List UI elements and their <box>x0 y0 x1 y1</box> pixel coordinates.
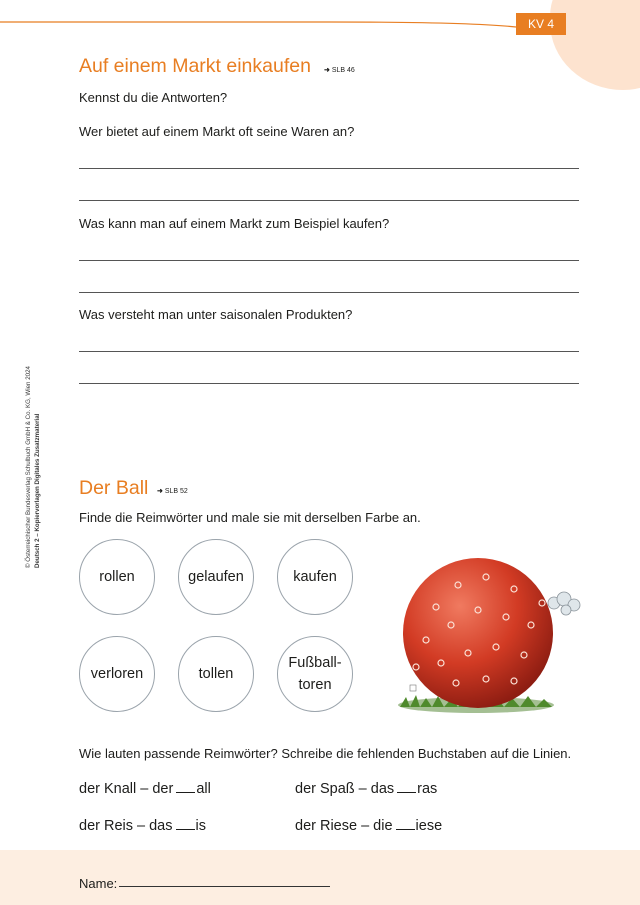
rhyme-instruction: Wie lauten passende Reimwörter? Schreibe die fehlenden Buchstaben auf die Linien. <box>79 746 572 761</box>
name-label: Name: <box>79 876 118 891</box>
rhyme-prefix: der Riese – die <box>295 818 393 834</box>
word-label: Fußball- toren <box>288 655 342 693</box>
rhyme-prefix: der Reis – das <box>79 818 173 834</box>
intro-text: Kennst du die Antworten? <box>79 90 228 105</box>
credit-line-2: Deutsch 2 – Kopiervorlagen Digitales Zusatzmaterial <box>34 413 41 568</box>
word-bubble-rollen[interactable] <box>79 539 155 615</box>
question-2: Was kann man auf einem Markt zum Beispiel kaufen? <box>79 216 390 231</box>
rhyme-item-reis <box>79 818 206 834</box>
word-bubble-tollen[interactable] <box>178 636 254 712</box>
question-1: Wer bietet auf einem Markt oft seine Waren an? <box>79 124 355 139</box>
word-label: tollen <box>198 666 234 682</box>
reference-slb-46 <box>324 66 355 74</box>
kv-badge: KV 4 <box>516 13 566 35</box>
question-3: Was versteht man unter saisonalen Produkten? <box>79 307 353 322</box>
word-label: gelaufen <box>188 569 244 585</box>
reference-slb-52 <box>157 487 188 495</box>
word-bubble-gelaufen[interactable] <box>178 539 254 615</box>
answer-line[interactable] <box>79 351 579 352</box>
red-ball-illustration <box>396 555 586 715</box>
answer-line[interactable] <box>79 200 579 201</box>
word-label: verloren <box>90 666 144 682</box>
word-bubble-fussballtoren[interactable] <box>277 636 353 712</box>
rhyme-suffix: all <box>196 781 211 797</box>
arrow-icon: ➜ <box>324 67 330 74</box>
answer-line[interactable] <box>79 292 579 293</box>
rhyme-prefix: der Knall – der <box>79 781 174 797</box>
arrow-icon: ➜ <box>157 488 163 495</box>
rhyme-suffix: iese <box>415 818 443 834</box>
letter-blank[interactable] <box>397 792 416 793</box>
rhyme-item-spass <box>295 781 437 797</box>
answer-line[interactable] <box>79 168 579 169</box>
word-bubble-verloren[interactable] <box>79 636 155 712</box>
rhyme-item-knall <box>79 781 211 797</box>
rhyme-item-riese <box>295 818 442 834</box>
copyright-credit <box>24 328 42 568</box>
letter-blank[interactable] <box>176 829 195 830</box>
answer-line[interactable] <box>79 260 579 261</box>
reference-label: SLB 52 <box>164 488 188 495</box>
rhyme-prefix: der Spaß – das <box>295 781 395 797</box>
word-label: kaufen <box>293 569 337 585</box>
letter-blank[interactable] <box>176 792 195 793</box>
section-title-markt: Auf einem Markt einkaufen <box>79 55 311 77</box>
name-field[interactable] <box>119 886 330 887</box>
credit-line-1: © Österreichischer Bundesverlag Schulbuch GmbH & Co. KG, Wien 2024 <box>25 366 32 568</box>
answer-line[interactable] <box>79 383 579 384</box>
rhyme-suffix: ras <box>417 781 438 797</box>
word-label: rollen <box>99 569 135 585</box>
reference-label: SLB 46 <box>331 67 355 74</box>
word-bubble-kaufen[interactable] <box>277 539 353 615</box>
rhyme-suffix: is <box>195 818 206 834</box>
letter-blank[interactable] <box>396 829 415 830</box>
section-title-ball: Der Ball <box>79 477 149 499</box>
instruction-text: Finde die Reimwörter und male sie mit derselben Farbe an. <box>79 510 421 525</box>
